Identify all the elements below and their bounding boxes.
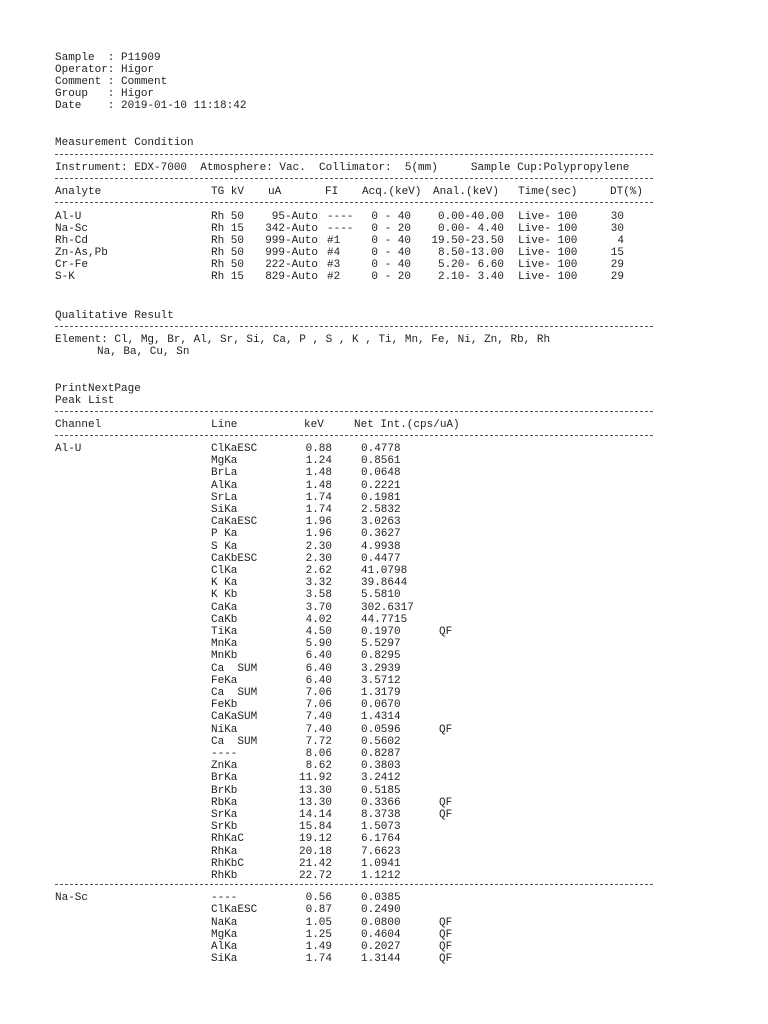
col-dt-header: DT(%) — [610, 186, 644, 198]
peak-line: SrLa — [211, 491, 238, 504]
peak-line: SiKa — [211, 504, 238, 516]
peak-flag: QF — [439, 809, 453, 821]
peak-kev: 1.96 — [305, 516, 332, 529]
peak-net-int: 0.0800 — [361, 916, 401, 929]
peak-net-int: 41.0798 — [361, 565, 408, 577]
comment-line: Comment : Comment — [55, 76, 168, 88]
peak-net-int: 3.0263 — [361, 516, 401, 529]
peak-line: CaKa — [211, 601, 238, 614]
peak-line: BrKa — [211, 772, 238, 785]
condition-cell-dt: 29 — [610, 271, 624, 283]
peak-kev: 2.30 — [305, 540, 332, 553]
condition-cell-tgkv: Rh 15 — [211, 271, 245, 283]
peak-kev: 1.48 — [305, 467, 332, 480]
peak-flag: QF — [439, 928, 453, 941]
peak-kev: 7.72 — [305, 735, 332, 748]
peak-line: ClKaESC — [211, 443, 258, 455]
divider — [55, 411, 653, 412]
peak-kev: 14.14 — [298, 809, 332, 821]
peak-net-int: 0.8287 — [361, 748, 401, 760]
peak-net-int: 0.2221 — [361, 479, 401, 492]
peak-kev: 1.74 — [305, 491, 332, 504]
peak-net-int: 0.8561 — [361, 455, 401, 468]
col-anal-header: Anal.(keV) — [433, 186, 500, 198]
peak-line: ClKa — [211, 565, 238, 577]
peak-line: TiKa — [211, 626, 238, 638]
condition-cell-ua: 829-Auto — [265, 271, 318, 283]
peak-net-int: 1.4314 — [361, 711, 401, 724]
peak-kev: 1.48 — [305, 479, 332, 492]
group-line: Group : Higor — [55, 88, 155, 100]
condition-cell-ua: 999-Auto — [265, 247, 318, 259]
peak-net-int: 1.3179 — [361, 687, 401, 699]
peak-net-int: 0.4477 — [361, 552, 401, 565]
peak-net-int: 0.8295 — [361, 650, 401, 663]
peak-net-int: 5.5297 — [361, 638, 401, 651]
peak-net-int: 0.0648 — [361, 467, 401, 480]
peak-kev: 1.05 — [305, 916, 332, 929]
peak-net-int: 6.1764 — [361, 833, 401, 846]
condition-cell-ua: 95-Auto — [271, 211, 318, 223]
peak-line: MnKa — [211, 638, 238, 651]
condition-cell-tgkv: Rh 15 — [211, 223, 245, 235]
condition-cell-acq: 0 - 20 — [371, 271, 411, 283]
elements-line-1: Element: Cl, Mg, Br, Al, Sr, Si, Ca, P , S , K , Ti, Mn, Fe, Ni, Zn, Rb, Rh — [55, 334, 551, 346]
peak-line: BrLa — [211, 467, 238, 480]
peak-line: RhKa — [211, 845, 238, 858]
peak-flag: QF — [439, 941, 453, 953]
condition-cell-time: Live- 100 — [518, 235, 578, 247]
col-acq-header: Acq.(keV) — [362, 186, 422, 198]
peak-line: RhKbC — [211, 857, 245, 870]
peak-line: RhKaC — [211, 833, 245, 846]
condition-cell-analyte: S-K — [55, 271, 75, 283]
print-next-page: PrintNextPage — [55, 383, 141, 395]
peak-line: Ca SUM — [211, 662, 258, 675]
peak-line: P Ka — [211, 528, 238, 541]
peak-line: K Ka — [211, 577, 238, 590]
condition-cell-anal: 8.50-13.00 — [437, 247, 504, 259]
peak-net-int: 1.1212 — [361, 870, 401, 882]
condition-cell-anal: 0.00-40.00 — [437, 211, 504, 223]
peak-net-int: 1.3144 — [361, 953, 401, 966]
condition-cell-tgkv: Rh 50 — [211, 235, 245, 247]
peak-list-title: Peak List — [55, 395, 115, 407]
peak-kev: 1.74 — [305, 504, 332, 516]
condition-cell-tgkv: Rh 50 — [211, 247, 245, 259]
peak-net-int: 1.0941 — [361, 857, 401, 870]
col-time-header: Time(sec) — [518, 186, 578, 198]
peak-net-int: 0.4778 — [361, 443, 401, 455]
peak-line: SrKb — [211, 821, 238, 834]
peak-net-int: 0.3803 — [361, 760, 401, 773]
peak-kev: 5.90 — [305, 638, 332, 651]
condition-cell-time: Live- 100 — [518, 259, 578, 271]
condition-cell-fi: ---- — [327, 211, 354, 223]
sample-line: Sample : P11909 — [55, 52, 161, 64]
peak-kev: 13.30 — [298, 784, 332, 797]
peak-kev: 15.84 — [298, 821, 332, 834]
peak-net-int: 5.5810 — [361, 589, 401, 602]
condition-cell-time: Live- 100 — [518, 247, 578, 259]
peak-kev: 6.40 — [305, 674, 332, 687]
col-ua-header: uA — [268, 186, 282, 198]
peak-line: FeKa — [211, 674, 238, 687]
condition-cell-ua: 999-Auto — [265, 235, 318, 247]
peak-flag: QF — [439, 796, 453, 809]
qualitative-title: Qualitative Result — [55, 310, 174, 322]
condition-cell-analyte: Al-U — [55, 211, 82, 223]
condition-cell-time: Live- 100 — [518, 211, 578, 223]
condition-cell-dt: 30 — [610, 211, 624, 223]
condition-cell-acq: 0 - 40 — [371, 211, 411, 223]
peak-line: RbKa — [211, 796, 238, 809]
peak-line: SiKa — [211, 953, 238, 966]
condition-cell-anal: 0.00- 4.40 — [437, 223, 504, 235]
col-analyte-header: Analyte — [55, 186, 102, 198]
peak-line: MgKa — [211, 455, 238, 468]
peak-line: CaKbESC — [211, 552, 258, 565]
channel-name: Na-Sc — [55, 892, 89, 905]
peak-kev: 22.72 — [298, 870, 332, 882]
peak-line: AlKa — [211, 479, 238, 492]
peak-line: Ca SUM — [211, 687, 258, 699]
peak-line: NiKa — [211, 723, 238, 736]
peak-net-int: 0.2027 — [361, 941, 401, 953]
peak-line: Ca SUM — [211, 735, 258, 748]
peak-line: FeKb — [211, 699, 238, 712]
peak-kev: 1.24 — [305, 455, 332, 468]
col-channel-header: Channel — [55, 419, 102, 431]
peak-line: MnKb — [211, 650, 238, 663]
peak-kev: 4.50 — [305, 626, 332, 638]
peak-kev: 3.32 — [305, 577, 332, 590]
peak-line: ---- — [211, 748, 238, 760]
instrument-line: Instrument: EDX-7000 Atmosphere: Vac. Collimator: 5(mm) Sample Cup:Polypropylene — [55, 162, 630, 174]
condition-cell-ua: 342-Auto — [265, 223, 318, 235]
peak-kev: 13.30 — [298, 796, 332, 809]
condition-cell-anal: 2.10- 3.40 — [437, 271, 504, 283]
condition-cell-ua: 222-Auto — [265, 259, 318, 271]
divider — [55, 202, 653, 203]
col-fi-header: FI — [325, 186, 339, 198]
measurement-title: Measurement Condition — [55, 137, 194, 149]
peak-net-int: 0.5602 — [361, 735, 401, 748]
peak-kev: 0.88 — [305, 443, 332, 455]
peak-line: AlKa — [211, 941, 238, 953]
peak-flag: QF — [439, 916, 453, 929]
condition-cell-tgkv: Rh 50 — [211, 211, 245, 223]
peak-net-int: 0.0385 — [361, 892, 401, 905]
condition-cell-tgkv: Rh 50 — [211, 259, 245, 271]
peak-line: CaKb — [211, 613, 238, 626]
condition-cell-dt: 29 — [610, 259, 624, 271]
condition-cell-acq: 0 - 20 — [371, 223, 411, 235]
peak-kev: 0.87 — [305, 904, 332, 917]
peak-net-int: 0.4604 — [361, 928, 401, 941]
peak-net-int: 0.2490 — [361, 904, 401, 917]
peak-line: ---- — [211, 892, 238, 905]
peak-net-int: 0.1981 — [361, 491, 401, 504]
condition-cell-fi: #3 — [327, 259, 341, 271]
col-kev-header: keV — [304, 419, 324, 431]
peak-kev: 8.62 — [305, 760, 332, 773]
condition-cell-fi: #2 — [327, 271, 341, 283]
peak-line: NaKa — [211, 916, 238, 929]
condition-cell-fi: ---- — [327, 223, 354, 235]
peak-net-int: 3.5712 — [361, 674, 401, 687]
peak-kev: 6.40 — [305, 662, 332, 675]
peak-net-int: 2.5832 — [361, 504, 401, 516]
condition-cell-fi: #1 — [327, 235, 341, 247]
condition-cell-acq: 0 - 40 — [371, 235, 411, 247]
elements-line-2: Na, Ba, Cu, Sn — [97, 346, 190, 358]
peak-net-int: 3.2939 — [361, 662, 401, 675]
peak-kev: 7.40 — [305, 723, 332, 736]
peak-line: BrKb — [211, 784, 238, 797]
peak-kev: 19.12 — [298, 833, 332, 846]
peak-line: CaKaSUM — [211, 711, 258, 724]
peak-net-int: 44.7715 — [361, 613, 408, 626]
condition-cell-anal: 5.20- 6.60 — [437, 259, 504, 271]
condition-cell-time: Live- 100 — [518, 223, 578, 235]
peak-net-int: 0.5185 — [361, 784, 401, 797]
peak-kev: 1.25 — [305, 928, 332, 941]
condition-cell-dt: 30 — [610, 223, 624, 235]
peak-kev: 11.92 — [298, 772, 332, 785]
peak-kev: 1.49 — [305, 941, 332, 953]
condition-cell-analyte: Zn-As,Pb — [55, 247, 108, 259]
peak-kev: 7.40 — [305, 711, 332, 724]
peak-line: ZnKa — [211, 760, 238, 773]
peak-flag: QF — [439, 626, 453, 638]
peak-kev: 6.40 — [305, 650, 332, 663]
peak-kev: 3.70 — [305, 601, 332, 614]
date-line: Date : 2019-01-10 11:18:42 — [55, 100, 247, 112]
divider — [55, 435, 653, 436]
divider — [55, 154, 653, 155]
peak-kev: 1.74 — [305, 953, 332, 966]
peak-kev: 20.18 — [298, 845, 332, 858]
peak-net-int: 1.5073 — [361, 821, 401, 834]
peak-line: ClKaESC — [211, 904, 258, 917]
peak-kev: 8.06 — [305, 748, 332, 760]
peak-kev: 2.62 — [305, 565, 332, 577]
peak-kev: 2.30 — [305, 552, 332, 565]
peak-kev: 1.96 — [305, 528, 332, 541]
peak-net-int: 0.0596 — [361, 723, 401, 736]
peak-net-int: 39.8644 — [361, 577, 408, 590]
peak-net-int: 0.3627 — [361, 528, 401, 541]
peak-flag: QF — [439, 723, 453, 736]
peak-net-int: 7.6623 — [361, 845, 401, 858]
peak-kev: 7.06 — [305, 687, 332, 699]
condition-cell-dt: 15 — [610, 247, 624, 259]
condition-cell-anal: 19.50-23.50 — [431, 235, 504, 247]
peak-line: CaKaESC — [211, 516, 258, 529]
condition-cell-analyte: Rh-Cd — [55, 235, 89, 247]
peak-kev: 21.42 — [298, 857, 332, 870]
condition-cell-time: Live- 100 — [518, 271, 578, 283]
condition-cell-dt: 4 — [617, 235, 624, 247]
peak-net-int: 302.6317 — [361, 601, 414, 614]
peak-flag: QF — [439, 953, 453, 966]
peak-line: K Kb — [211, 589, 238, 602]
peak-net-int: 3.2412 — [361, 772, 401, 785]
peak-line: SrKa — [211, 809, 238, 821]
peak-net-int: 8.3738 — [361, 809, 401, 821]
peak-net-int: 0.0670 — [361, 699, 401, 712]
peak-kev: 3.58 — [305, 589, 332, 602]
peak-line: RhKb — [211, 870, 238, 882]
divider — [55, 326, 653, 327]
condition-cell-acq: 0 - 40 — [371, 247, 411, 259]
peak-kev: 4.02 — [305, 613, 332, 626]
peak-kev: 7.06 — [305, 699, 332, 712]
peak-net-int: 0.1970 — [361, 626, 401, 638]
condition-cell-fi: #4 — [327, 247, 341, 259]
divider — [55, 178, 653, 179]
divider — [55, 884, 653, 885]
channel-name: Al-U — [55, 443, 82, 455]
peak-line: S Ka — [211, 540, 238, 553]
condition-cell-acq: 0 - 40 — [371, 259, 411, 271]
peak-net-int: 4.9938 — [361, 540, 401, 553]
peak-kev: 0.56 — [305, 892, 332, 905]
peak-net-int: 0.3366 — [361, 796, 401, 809]
condition-cell-analyte: Na-Sc — [55, 223, 89, 235]
col-netint-header: Net Int.(cps/uA) — [354, 419, 460, 431]
condition-cell-analyte: Cr-Fe — [55, 259, 89, 271]
peak-line: MgKa — [211, 928, 238, 941]
col-line-header: Line — [211, 419, 238, 431]
col-tgkv-header: TG kV — [211, 186, 245, 198]
operator-line: Operator: Higor — [55, 64, 155, 76]
